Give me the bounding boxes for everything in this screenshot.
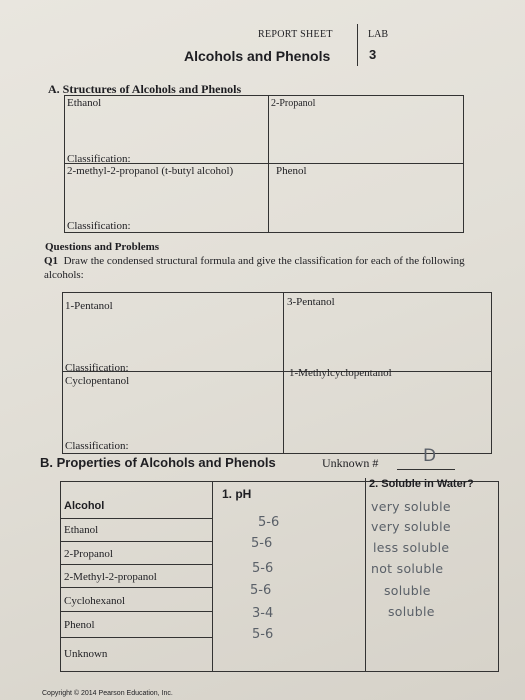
- cell-2-propanol: 2-Propanol: [271, 98, 316, 109]
- classification-label-4: Classification:: [65, 440, 129, 452]
- row-line-3: [60, 587, 212, 588]
- lab-label: LAB: [368, 29, 388, 40]
- properties-vdivider-2: [365, 478, 366, 671]
- section-a-heading: A. Structures of Alcohols and Phenols: [48, 82, 242, 96]
- row-line-2: [60, 564, 212, 565]
- ph-ethanol: 5-6: [258, 515, 280, 530]
- soluble-unknown: soluble: [388, 604, 435, 619]
- cell-cyclopentanol: Cyclopentanol: [65, 375, 130, 387]
- row-name-cyclohexanol: Cyclohexanol: [64, 595, 126, 607]
- ph-cyclohexanol: 5-6: [250, 583, 272, 598]
- unknown-value: D: [423, 446, 437, 466]
- row-name-unknown: Unknown: [64, 648, 108, 660]
- row-line-5: [60, 637, 212, 638]
- properties-header-line: [60, 518, 212, 519]
- soluble-ethanol: very soluble: [371, 499, 451, 514]
- col-soluble-header: 2. Soluble in Water?: [369, 478, 474, 490]
- page-title: Alcohols and Phenols: [184, 48, 331, 64]
- question-1: [44, 254, 494, 282]
- row-name-phenol: Phenol: [64, 619, 95, 631]
- classification-label-1: Classification:: [67, 153, 131, 165]
- classification-label-2: Classification:: [67, 220, 131, 232]
- ph-phenol: 3-4: [252, 606, 274, 621]
- classification-label-3: Classification:: [65, 362, 129, 374]
- questions-heading: Questions and Problems: [45, 241, 160, 253]
- soluble-phenol: soluble: [384, 583, 431, 598]
- section-b-heading: B. Properties of Alcohols and Phenols: [40, 455, 276, 470]
- question-1-label: Q1: [44, 255, 59, 267]
- cell-t-butyl-alcohol: 2-methyl-2-propanol (t-butyl alcohol): [67, 165, 234, 177]
- unknown-label: Unknown #: [322, 456, 379, 470]
- cell-1-methylcyclopentanol: 1-Methylcyclopentanol: [289, 367, 392, 379]
- report-sheet-label: REPORT SHEET: [258, 29, 333, 40]
- ph-2-methyl-2-propanol: 5-6: [252, 561, 274, 576]
- row-name-2-propanol: 2-Propanol: [64, 548, 113, 560]
- col-ph-header: 1. pH: [222, 487, 252, 501]
- question-1-text: Draw the condensed structural formula and give the classification for each of the following alcohols:: [44, 255, 465, 281]
- q1-table-vdivider: [283, 292, 284, 453]
- header-divider: [357, 24, 358, 66]
- unknown-underline: [397, 469, 455, 470]
- cell-1-pentanol: 1-Pentanol: [65, 300, 113, 312]
- properties-vdivider-1: [212, 481, 213, 671]
- lab-number: 3: [369, 47, 377, 62]
- soluble-2-propanol: very soluble: [371, 519, 451, 534]
- soluble-cyclohexanol: not soluble: [371, 561, 444, 576]
- soluble-2-methyl-2-propanol: less soluble: [373, 540, 450, 555]
- cell-3-pentanol: 3-Pentanol: [287, 296, 335, 308]
- row-name-2-methyl-2-propanol: 2-Methyl-2-propanol: [64, 571, 157, 583]
- ph-2-propanol: 5-6: [251, 536, 273, 551]
- copyright-footer: Copyright © 2014 Pearson Education, Inc.: [42, 690, 173, 697]
- col-alcohol-header: Alcohol: [64, 500, 105, 512]
- row-line-4: [60, 611, 212, 612]
- cell-phenol: Phenol: [276, 165, 307, 177]
- cell-ethanol: Ethanol: [67, 97, 102, 109]
- row-line-1: [60, 541, 212, 542]
- row-name-ethanol: Ethanol: [64, 524, 99, 536]
- ph-unknown: 5-6: [252, 627, 274, 642]
